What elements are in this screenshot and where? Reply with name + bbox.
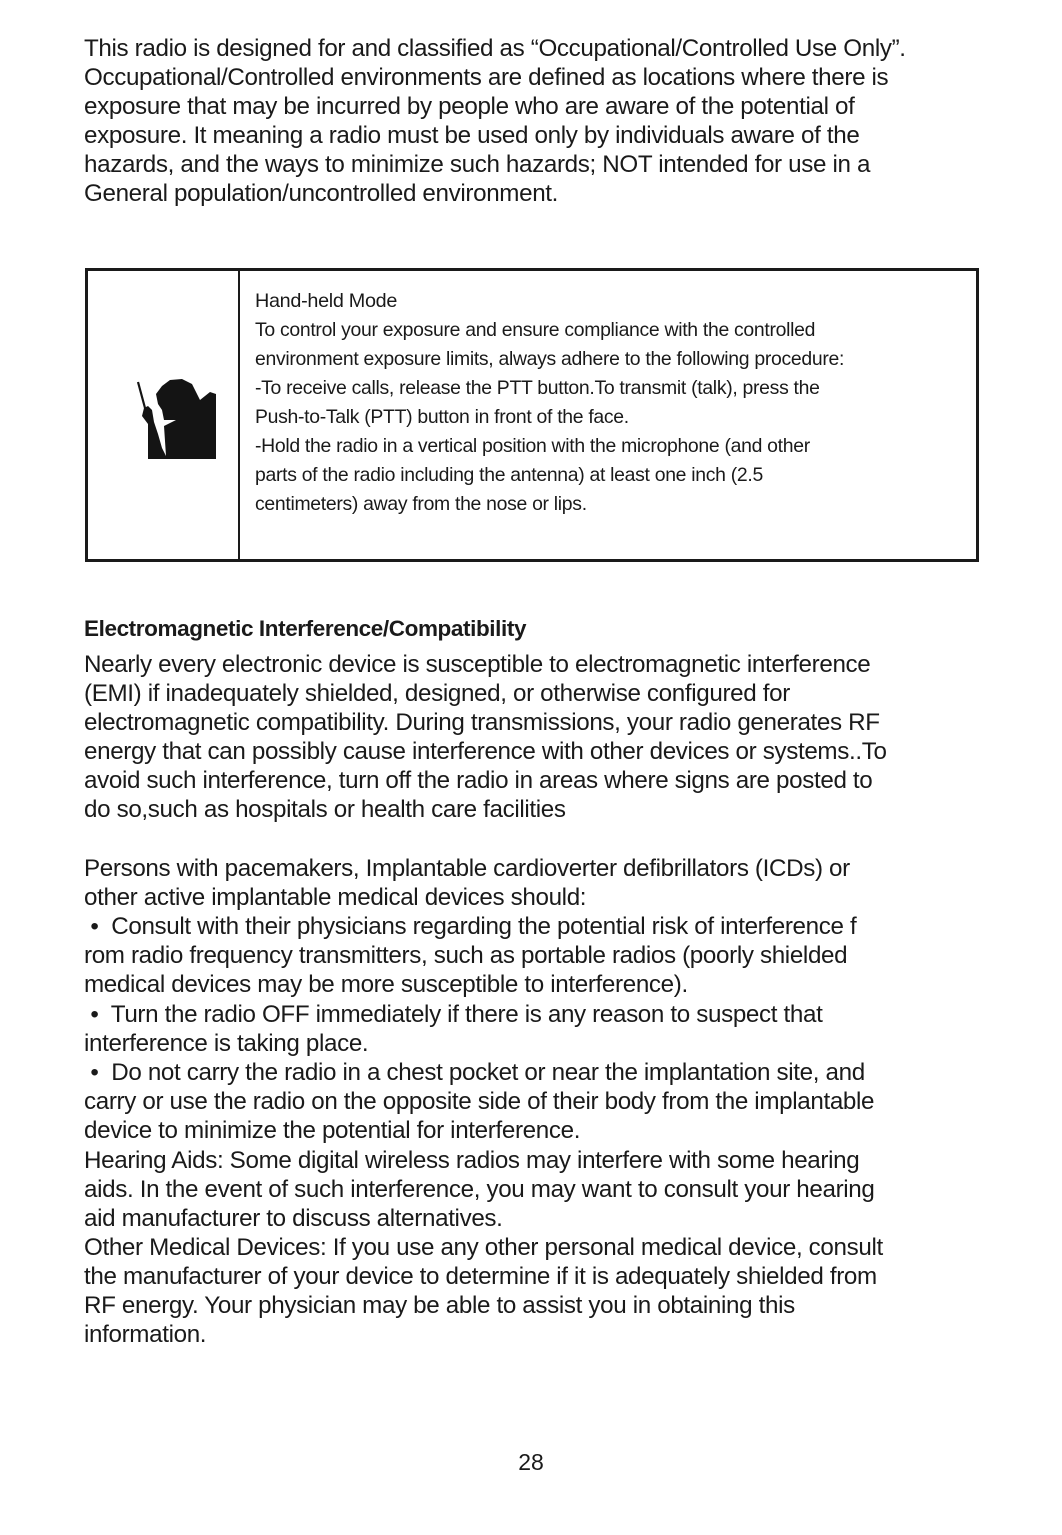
text-line: Other Medical Devices: If you use any other personal medical device, consult xyxy=(84,1234,883,1261)
handheld-mode-box xyxy=(85,268,979,562)
page-number: 28 xyxy=(518,1449,544,1475)
text-line: energy that can possibly cause interference with other devices or systems..To xyxy=(84,738,887,765)
bullet-item: • Do not carry the radio in a chest pocket or near the implantation site, and xyxy=(84,1059,865,1086)
text-line: This radio is designed for and classified as “Occupational/Controlled Use Only”. xyxy=(84,35,906,62)
text-line: interference is taking place. xyxy=(84,1030,369,1057)
text-line: Persons with pacemakers, Implantable cardioverter defibrillators (ICDs) or xyxy=(84,855,850,882)
text-line: electromagnetic compatibility. During transmissions, your radio generates RF xyxy=(84,709,880,736)
text-line: RF energy. Your physician may be able to assist you in obtaining this xyxy=(84,1292,795,1319)
text-line: exposure that may be incurred by people who are aware of the potential of xyxy=(84,93,855,120)
text-line: medical devices may be more susceptible to interference). xyxy=(84,971,688,998)
bullet-item: • Turn the radio OFF immediately if there is any reason to suspect that xyxy=(84,1001,823,1028)
box-text-line: centimeters) away from the nose or lips. xyxy=(255,493,587,515)
box-text-line: parts of the radio including the antenna) at least one inch (2.5 xyxy=(255,464,763,486)
text-line: Nearly every electronic device is susceptible to electromagnetic interference xyxy=(84,651,871,678)
box-text-line: -Hold the radio in a vertical position with the microphone (and other xyxy=(255,435,810,457)
text-line: do so,such as hospitals or health care facilities xyxy=(84,796,566,823)
person-with-radio-silhouette-icon xyxy=(118,364,218,464)
text-line: aid manufacturer to discuss alternatives. xyxy=(84,1205,503,1232)
text-line: device to minimize the potential for interference. xyxy=(84,1117,581,1144)
text-line: (EMI) if inadequately shielded, designed, or otherwise configured for xyxy=(84,680,790,707)
text-line: the manufacturer of your device to determine if it is adequately shielded from xyxy=(84,1263,877,1290)
text-line: other active implantable medical devices should: xyxy=(84,884,587,911)
text-line: Hearing Aids: Some digital wireless radios may interfere with some hearing xyxy=(84,1147,860,1174)
section-heading: Electromagnetic Interference/Compatibility xyxy=(84,616,527,641)
bullet-item: • Consult with their physicians regarding the potential risk of interference f xyxy=(84,913,857,940)
text-line: aids. In the event of such interference, you may want to consult your hearing xyxy=(84,1176,875,1203)
text-line: information. xyxy=(84,1321,207,1348)
box-text-line: -To receive calls, release the PTT button.To transmit (talk), press the xyxy=(255,377,820,399)
text-line: avoid such interference, turn off the radio in areas where signs are posted to xyxy=(84,767,873,794)
box-text-line: To control your exposure and ensure compliance with the controlled xyxy=(255,319,816,341)
text-line: General population/uncontrolled environment. xyxy=(84,180,559,207)
text-line: rom radio frequency transmitters, such as portable radios (poorly shielded xyxy=(84,942,848,969)
text-line: hazards, and the ways to minimize such hazards; NOT intended for use in a xyxy=(84,151,871,178)
box-divider xyxy=(238,271,240,559)
text-line: exposure. It meaning a radio must be used only by individuals aware of the xyxy=(84,122,860,149)
box-text-line: Push-to-Talk (PTT) button in front of the face. xyxy=(255,406,629,428)
box-title: Hand-held Mode xyxy=(255,290,398,312)
box-text-line: environment exposure limits, always adhere to the following procedure: xyxy=(255,348,845,370)
text-line: Occupational/Controlled environments are defined as locations where there is xyxy=(84,64,889,91)
text-line: carry or use the radio on the opposite side of their body from the implantable xyxy=(84,1088,875,1115)
